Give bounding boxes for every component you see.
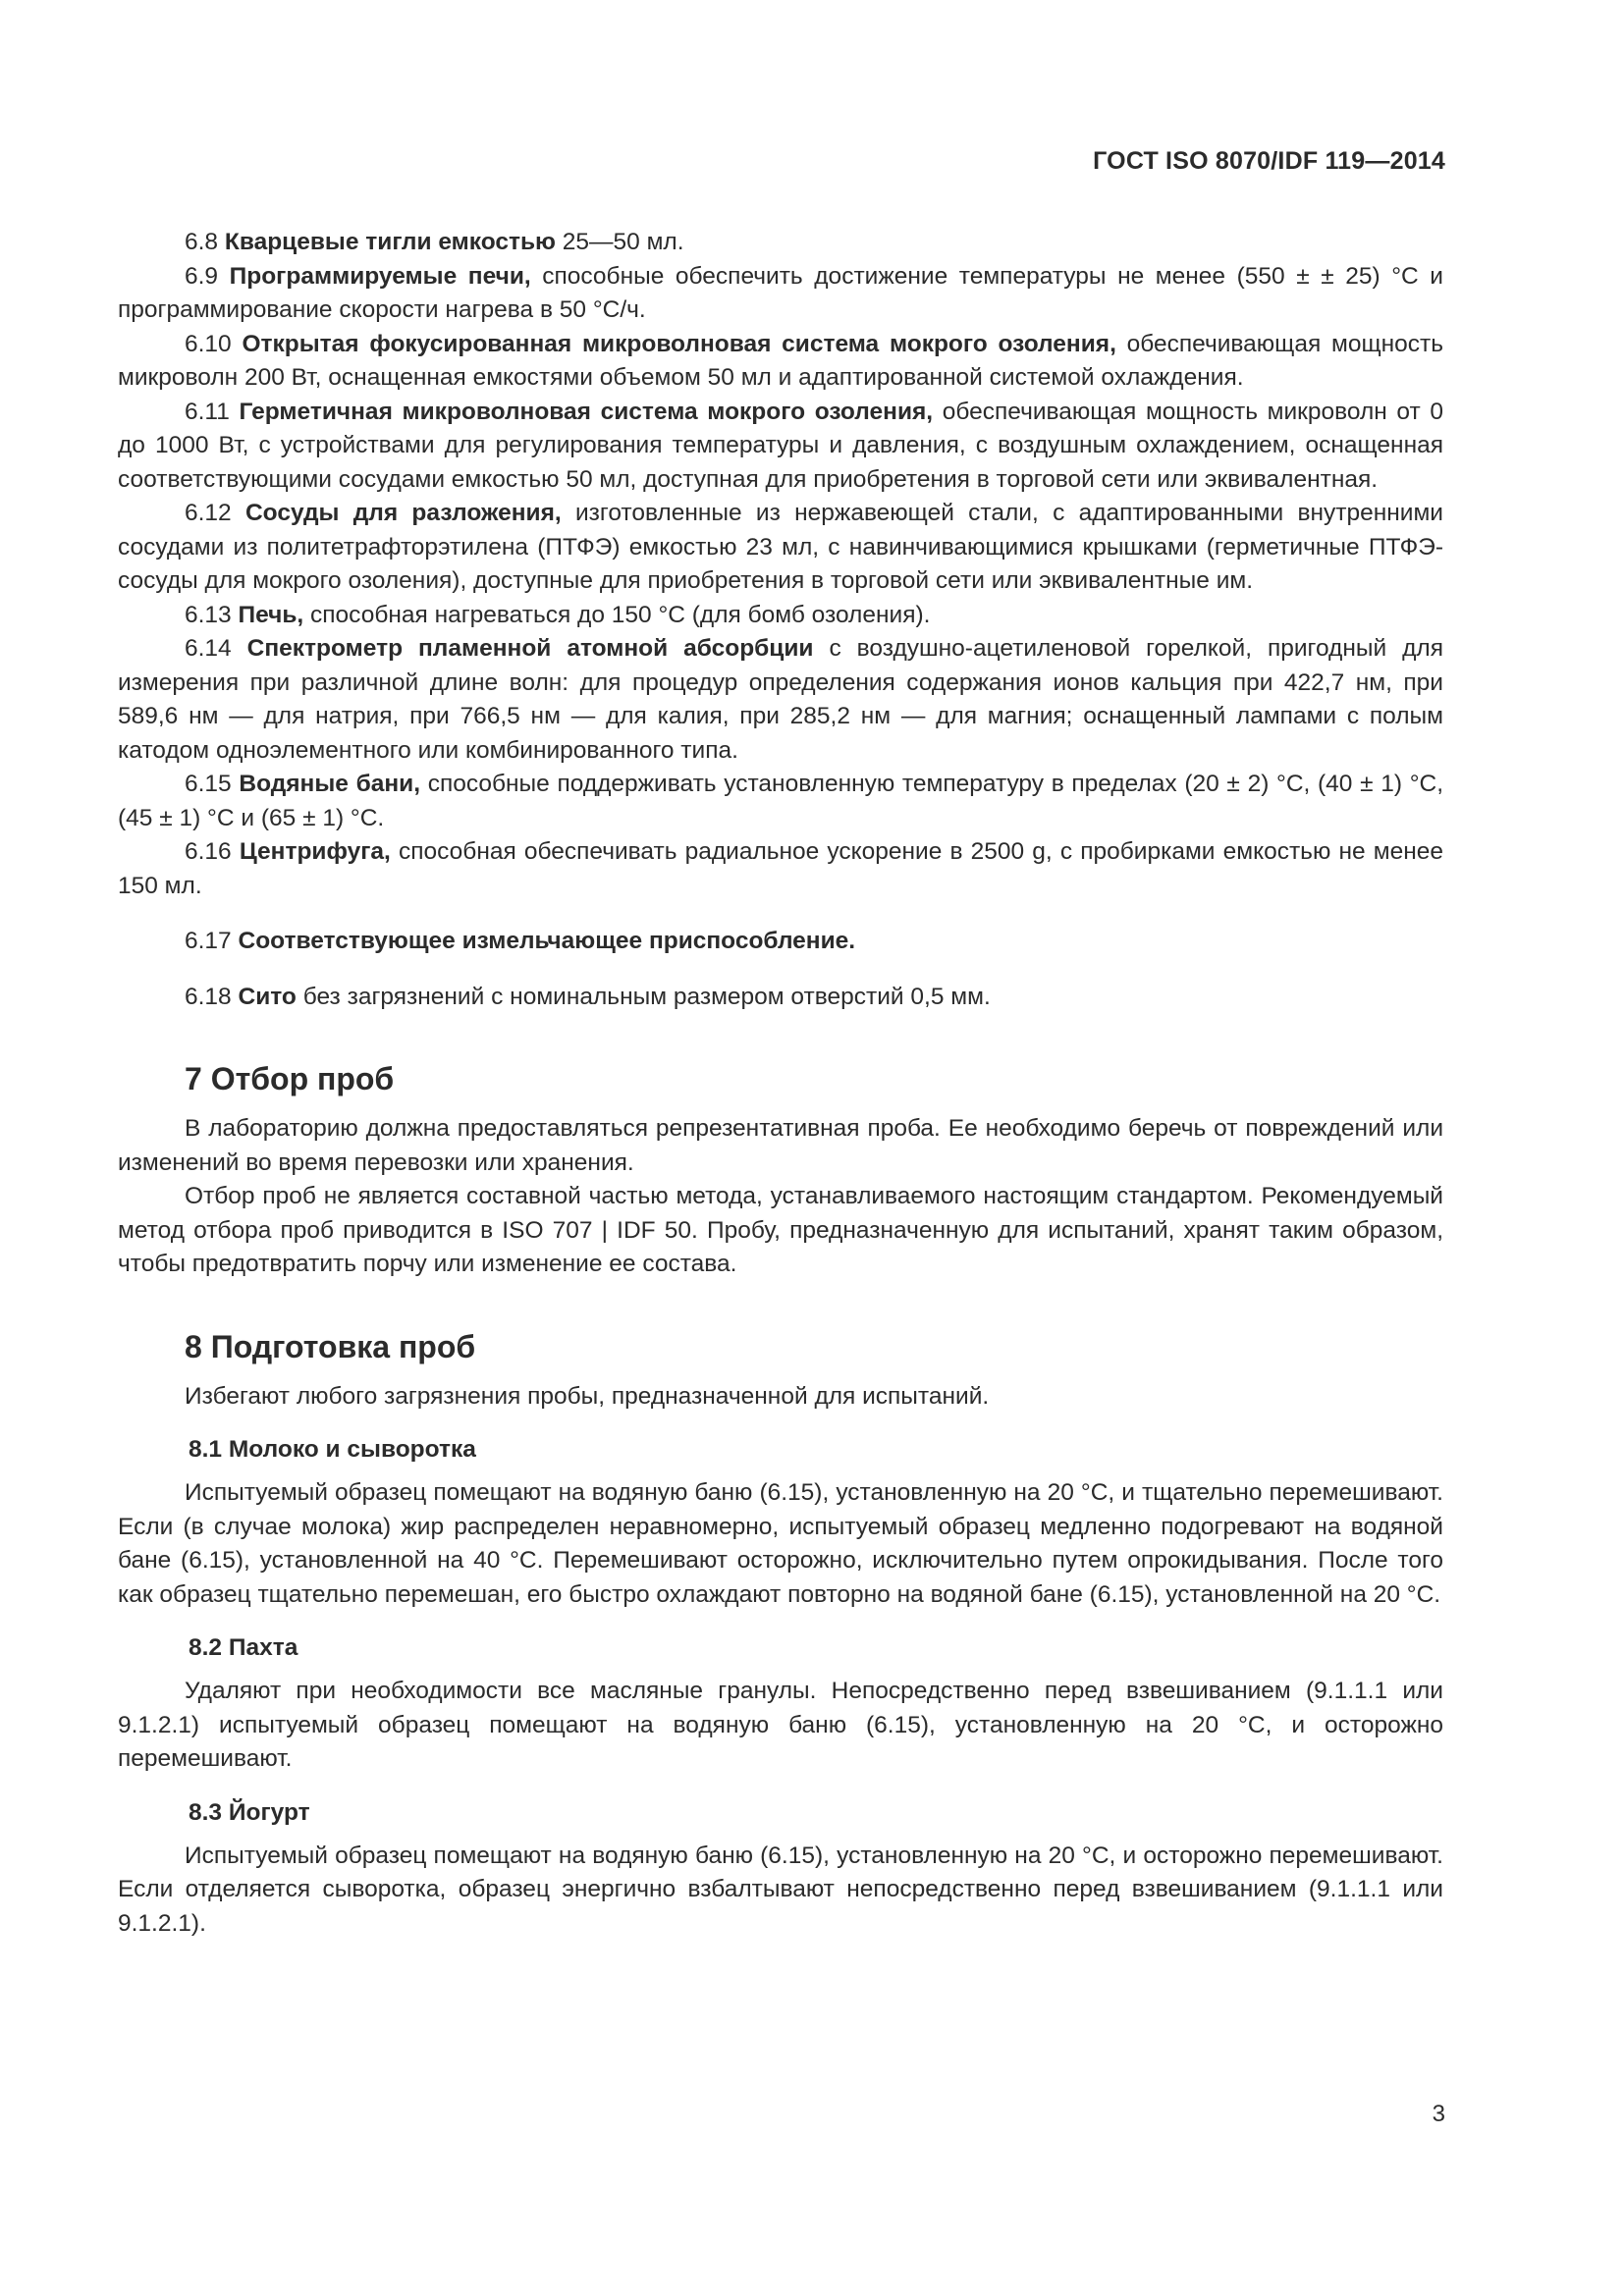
item-number: 6.12	[185, 500, 232, 526]
item-text: без загрязнений с номинальным размером отверстий 0,5 мм.	[296, 983, 991, 1010]
item-number: 6.18	[185, 983, 232, 1010]
item-number: 6.15	[185, 771, 232, 797]
section-7-paragraph: В лабораторию должна предоставляться репрезентативная проба. Ее необходимо беречь от повреждений или изменений во время перевозки или хранения.	[118, 1115, 1443, 1176]
item-number: 6.16	[185, 838, 232, 865]
item-text: обеспечивающая мощность микроволн от 0 до 1000 Вт, с устройствами для регулирования температуры и давления, с воздушным охлаждением, оснащенная соответствующими сосудами емкостью 50 мл, доступная для приобретения в торговой сети или эквивалентная.	[118, 398, 1443, 493]
item-number: 6.11	[185, 398, 230, 425]
subsection-8-2-text: Удаляют при необходимости все масляные гранулы. Непосредственно перед взвешиванием (9.1.1.1 или 9.1.2.1) испытуемый образец помещают на водяную баню (6.15), установленную на 20 °С, и осторожно перемешивают.	[118, 1678, 1443, 1772]
item-6-8	[118, 226, 1443, 260]
item-label: Открытая фокусированная микроволновая система мокрого озоления,	[242, 330, 1116, 357]
item-text: способные поддерживать установленную температуру в пределах (20 ± 2) °С, (40 ± 1) °С, (45 ± 1) °С и (65 ± 1) °С.	[118, 771, 1443, 831]
item-number: 6.10	[185, 330, 232, 357]
item-label: Сосуды для разложения,	[244, 500, 562, 526]
item-number: 6.17	[185, 928, 232, 954]
item-6-17	[118, 925, 1443, 959]
item-6-14	[118, 632, 1443, 768]
section-8-heading: 8 Подготовка проб	[185, 1328, 476, 1364]
item-6-11	[118, 396, 1443, 498]
item-6-15	[118, 768, 1443, 835]
section-8-intro: Избегают любого загрязнения пробы, предназначенной для испытаний.	[185, 1382, 990, 1410]
item-number: 6.14	[185, 635, 232, 662]
document-header: ГОСТ ISO 8070/IDF 119—2014	[1093, 147, 1445, 175]
item-text: обеспечивающая мощность микроволн 200 Вт, оснащенная емкостями объемом 50 мл и адаптированной системой охлаждения.	[118, 330, 1443, 391]
subsection-8-1-heading: 8.1 Молоко и сыворотка	[189, 1436, 476, 1463]
item-label: Кварцевые тигли емкостью	[224, 229, 556, 255]
item-6-10	[118, 328, 1443, 396]
item-number: 6.9	[185, 262, 219, 290]
subsection-8-3-heading: 8.3 Йогурт	[189, 1798, 310, 1826]
item-6-9	[118, 260, 1443, 328]
item-6-12	[118, 497, 1443, 599]
subsection-8-3-text: Испытуемый образец помещают на водяную баню (6.15), установленную на 20 °С, и осторожно перемешивают. Если отделяется сыворотка, образец энергично взбалтывают непосредственно перед взвешиванием (9.1.1.1 или 9.1.2.1).	[118, 1842, 1443, 1937]
item-number: 6.13	[185, 601, 232, 628]
item-label: Печь,	[238, 601, 304, 628]
section-7-heading: 7 Отбор проб	[185, 1061, 395, 1096]
item-text: 25—50 мл.	[555, 229, 684, 255]
item-label: Герметичная микроволновая система мокрого озоления,	[239, 398, 934, 425]
subsection-8-2-heading: 8.2 Пахта	[189, 1634, 298, 1661]
item-label: Центрифуга,	[239, 838, 391, 865]
item-6-13	[118, 599, 1443, 633]
item-number: 6.8	[185, 229, 219, 255]
item-6-18	[118, 981, 1443, 1015]
subsection-8-1-text: Испытуемый образец помещают на водяную баню (6.15), установленную на 20 °С, и тщательно перемешивают. Если (в случае молока) жир распределен неравномерно, испытуемый образец медленно подогревают на водяной бане (6.15), установленной на 40 °С. Перемешивают осторожно, исключительно путем опрокидывания. После того как образец тщательно перемешан, его быстро охлаждают повторно на водяной бане (6.15), установленной на 20 °С.	[118, 1479, 1443, 1608]
item-6-16	[118, 835, 1443, 903]
item-text: способные обеспечить достижение температуры не менее (550 ± ± 25) °С и программирование скорости нагрева в 50 °С/ч.	[118, 262, 1443, 323]
page-number: 3	[1432, 2101, 1445, 2127]
item-label: Водяные бани,	[239, 771, 421, 797]
item-label: Соответствующее измельчающее приспособление.	[238, 928, 856, 954]
item-text: способная нагреваться до 150 °С (для бомб озоления).	[303, 601, 931, 628]
item-text: изготовленные из нержавеющей стали, с адаптированными внутренними сосудами из политетрафторэтилена (ПТФЭ) емкостью 23 мл, с навинчивающимися крышками (герметичные ПТФЭ-сосуды для мокрого озоления), доступные для приобретения в торговой сети или эквивалентные им.	[118, 500, 1443, 594]
document-body	[118, 226, 1443, 1941]
item-text: с воздушно-ацетиленовой горелкой, пригодный для измерения при различной длине волн: для процедур определения содержания ионов кальция при 422,7 нм, при 589,6 нм — для натрия, при 766,5 нм — для калия, при 285,2 нм — для магния; оснащенный лампами с полым катодом одноэлементного или комбинированного типа.	[118, 635, 1443, 764]
section-7-paragraph: Отбор проб не является составной частью метода, устанавливаемого настоящим стандартом. Рекомендуемый метод отбора проб приводится в ISO 707 | IDF 50. Пробу, предназначенную для испытаний, хранят таким образом, чтобы предотвратить порчу или изменение ее состава.	[118, 1183, 1443, 1277]
item-label: Сито	[238, 983, 297, 1010]
item-label: Спектрометр пламенной атомной абсорбции	[246, 635, 814, 662]
item-label: Программируемые печи,	[229, 262, 531, 290]
item-text: способная обеспечивать радиальное ускорение в 2500 g, с пробирками емкостью не менее 150 мл.	[118, 838, 1443, 899]
